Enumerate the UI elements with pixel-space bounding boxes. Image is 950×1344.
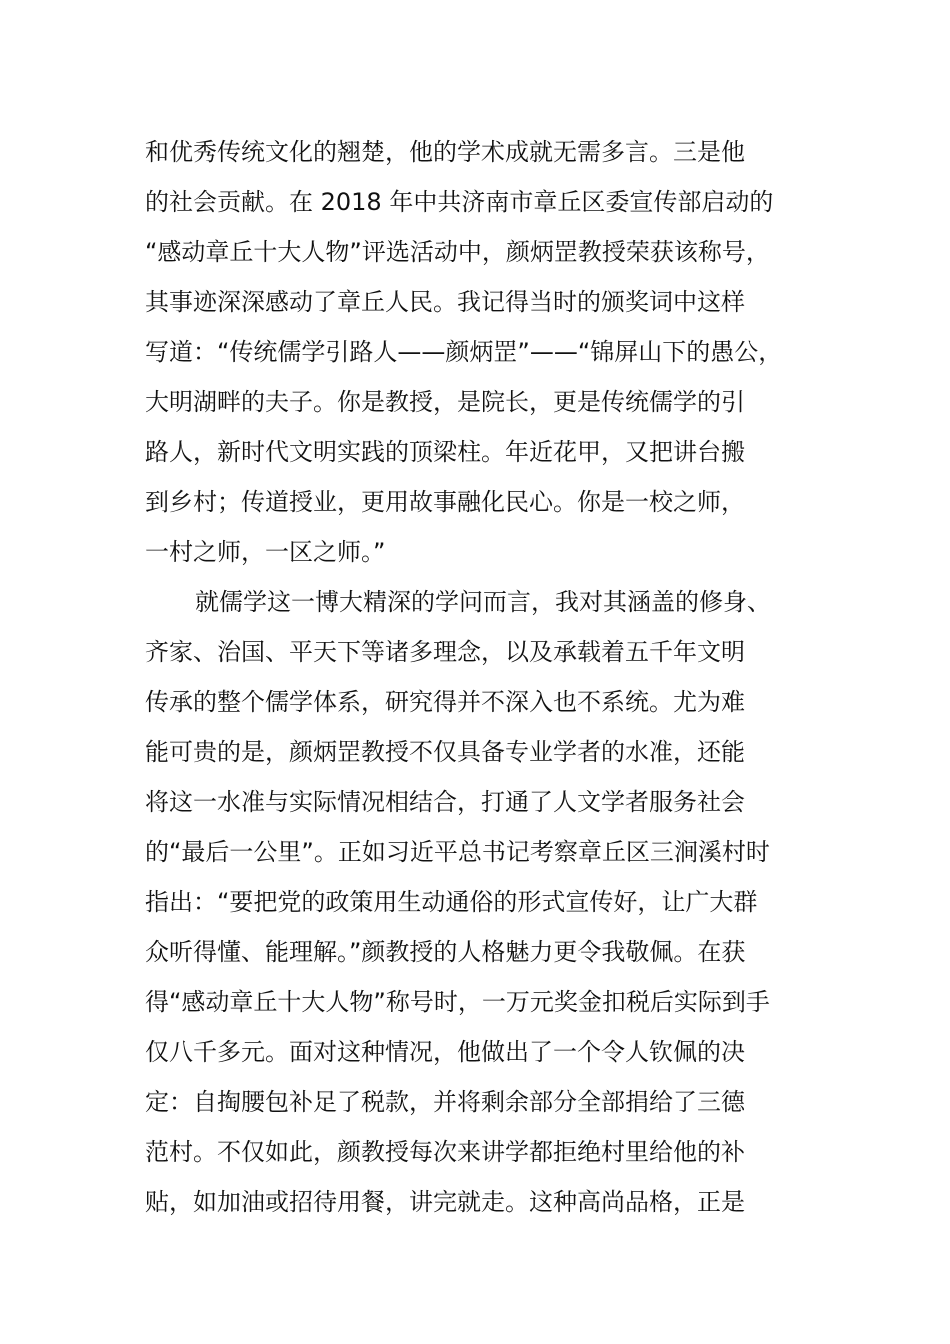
paragraph-start-line: 就儒学这一博大精深的学问而言，我对其涵盖的修身、 bbox=[195, 588, 771, 616]
text-line: 贴，如加油或招待用餐，讲完就走。这种高尚品格，正是 bbox=[145, 1188, 745, 1216]
text-line: 其事迹深深感动了章丘人民。我记得当时的颁奖词中这样 bbox=[145, 288, 745, 316]
text-line: 的社会贡献。在 2018 年中共济南市章丘区委宣传部启动的 bbox=[145, 188, 774, 216]
text-line: 齐家、治国、平天下等诸多理念，以及承载着五千年文明 bbox=[145, 638, 745, 666]
text-line: 仅八千多元。面对这种情况，他做出了一个令人钦佩的决 bbox=[145, 1038, 745, 1066]
text-line: 路人，新时代文明实践的顶梁柱。年近花甲，又把讲台搬 bbox=[145, 438, 745, 466]
text-line: “感动章丘十大人物”评选活动中，颜炳罡教授荣获该称号， bbox=[145, 238, 770, 266]
text-line: 到乡村；传道授业，更用故事融化民心。你是一校之师， bbox=[145, 488, 745, 516]
text-line: 大明湖畔的夫子。你是教授，是院长，更是传统儒学的引 bbox=[145, 388, 745, 416]
text-line: 众听得懂、能理解。”颜教授的人格魅力更令我敬佩。在获 bbox=[145, 938, 746, 966]
text-line: 一村之师，一区之师。” bbox=[145, 538, 386, 566]
text-line: 定：自掏腰包补足了税款，并将剩余部分全部捐给了三德 bbox=[145, 1088, 745, 1116]
text-line: 指出：“要把党的政策用生动通俗的形式宣传好，让广大群 bbox=[145, 888, 758, 916]
text-line: 的“最后一公里”。正如习近平总书记考察章丘区三涧溪村时 bbox=[145, 838, 770, 866]
text-line: 范村。不仅如此，颜教授每次来讲学都拒绝村里给他的补 bbox=[145, 1138, 745, 1166]
text-line: 得“感动章丘十大人物”称号时，一万元奖金扣税后实际到手 bbox=[145, 988, 770, 1016]
text-line: 写道：“传统儒学引路人——颜炳罡”——“锦屏山下的愚公， bbox=[145, 338, 783, 366]
text-line: 传承的整个儒学体系，研究得并不深入也不系统。尤为难 bbox=[145, 688, 745, 716]
text-line: 将这一水准与实际情况相结合，打通了人文学者服务社会 bbox=[145, 788, 745, 816]
body-text bbox=[145, 127, 845, 1227]
text-line: 能可贵的是，颜炳罡教授不仅具备专业学者的水准，还能 bbox=[145, 738, 745, 766]
text-line: 和优秀传统文化的翘楚，他的学术成就无需多言。三是他 bbox=[145, 138, 745, 166]
